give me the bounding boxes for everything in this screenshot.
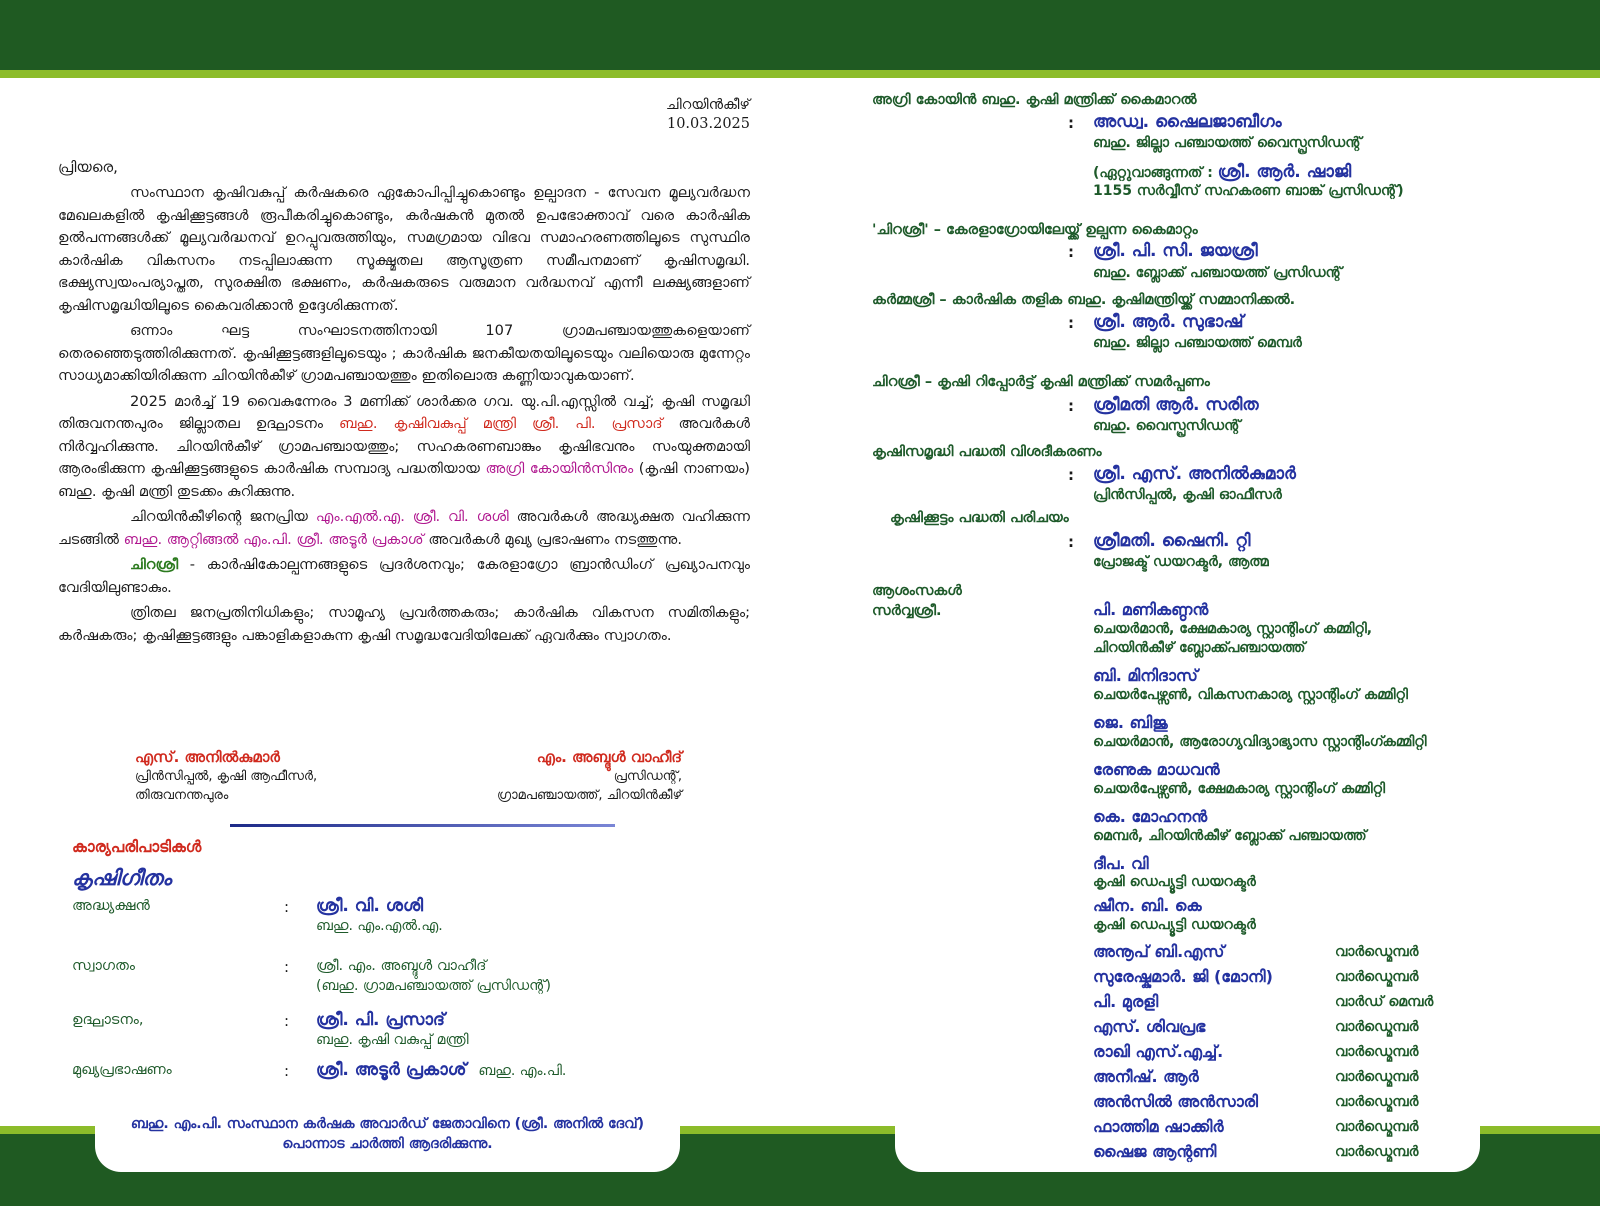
programme-person-desc: (ബഹു. ഗ്രാമപഞ്ചായത്ത് പ്രസിഡന്റ്) bbox=[316, 978, 551, 994]
programme-person: ശ്രീ. എം. അബ്ദുൾ വാഹീദ് bbox=[316, 958, 487, 974]
para4-mla: എം.എൽ.എ. ശ്രീ. വി. ശശി bbox=[315, 508, 509, 525]
programme-person: ശ്രീ. വി. ശശി bbox=[316, 896, 424, 916]
colon: : bbox=[1068, 314, 1074, 332]
greet-name: രേണുക മാധവൻ bbox=[1093, 760, 1220, 779]
agri-coin-person: അഡ്വ. ഷൈലജാബീഗം bbox=[1093, 112, 1282, 132]
para4-text-a: ചിറയിൻകീഴിന്റെ ജനപ്രിയ bbox=[130, 508, 316, 525]
ward-member-role: വാർഡ്മെമ്പർ bbox=[1335, 969, 1419, 985]
para3-minister: ബഹു. കൃഷിവകുപ്പ് മന്ത്രി ശ്രീ. പി. പ്രസാദ് bbox=[339, 415, 663, 432]
greet-desc: ചെയർമാൻ, ആരോഗ്യവിദ്യാഭ്യാസ സ്റ്റാന്റിംഗ്കമ്മിറ്റി bbox=[1093, 734, 1427, 750]
signature-right bbox=[460, 748, 682, 805]
section-scheme-title: കൃഷിസമൃദ്ധി പദ്ധതി വിശദീകരണം bbox=[872, 444, 1102, 460]
letter-paragraph-3 bbox=[58, 391, 750, 504]
programme-colon: : bbox=[284, 1062, 290, 1080]
greet-name: ബി. മിനിദാസ് bbox=[1093, 666, 1198, 685]
ward-member-role: വാർഡ്മെമ്പർ bbox=[1335, 1044, 1419, 1060]
award-note-line-1: ബഹു. എം.പി. സംസ്ഥാന കർഷക അവാർഡ് ജേതാവിനെ (ശ്രീ. അനിൽ ദേവ്) bbox=[130, 1116, 645, 1132]
ward-member-role: വാർഡ്മെമ്പർ bbox=[1335, 1094, 1419, 1110]
keynote-name: ശ്രീ. അടൂർ പ്രകാശ് bbox=[316, 1060, 467, 1080]
receiver-desc: 1155 സർവ്വീസ് സഹകരണ ബാങ്ക് പ്രസിഡന്റ്) bbox=[1093, 183, 1404, 199]
para3-text-b: അവർകൾ നിർവ്വഹിക്കുന്നു. ചിറയിൻകീഴ് ഗ്രാമപഞ്ചായത്തും; സഹകരണബാങ്കും കൃഷിഭവനും സംയുക്തമായി ആരംഭിക്കുന്ന കൃഷിക്കൂട്ടങ്ങളുടെ കാർഷിക സമ്പാദ്യ പദ്ധതിയായ bbox=[58, 415, 750, 477]
ward-member-role: വാർഡ്മെമ്പർ bbox=[1335, 1069, 1419, 1085]
section-divider bbox=[230, 824, 615, 827]
ward-member-name: എസ്. ശിവപ്രഭ bbox=[1093, 1017, 1206, 1036]
programme-song: കൃഷിഗീതം bbox=[72, 866, 172, 890]
letter-paragraph-1: സംസ്ഥാന കൃഷിവകുപ്പ് കർഷകരെ ഏകോപിപ്പിച്ചുകൊണ്ടും ഉല്പാദന - സേവന മൂല്യവർദ്ധന മേഖലകളിൽ കൃഷിക്കൂട്ടങ്ങൾ രൂപീകരിച്ചുകൊണ്ടും, കർഷകൻ മുതൽ ഉപഭോക്താവ് വരെ കാർഷിക ഉൽപന്നങ്ങൾക്ക് മൂല്യവർദ്ധനവ് ഉറപ്പുവരുത്തിയും, സമഗ്രമായ വിഭവ സമാഹരണത്തിലൂടെ സുസ്ഥിര കാർഷിക വികസനം നടപ്പിലാക്കുന്ന സൂക്ഷ്മതല ആസൂത്രണ സമീപനമാണ് കൃഷിസമൃദ്ധി. ഭക്ഷ്യസ്വയംപര്യാപ്തത, സുരക്ഷിത ഭക്ഷണം, കർഷകരുടെ വരുമാന വർദ്ധനവ് എന്നീ ലക്ഷ്യങ്ങളാണ് കൃഷിസമൃദ്ധിയിലൂടെ കൈവരിക്കാൻ ഉദ്ദേശിക്കുന്നത്. bbox=[58, 184, 750, 314]
ward-member-role: വാർഡ്മെമ്പർ bbox=[1335, 1019, 1419, 1035]
para5-text: - കാർഷികോല്പന്നങ്ങളുടെ പ്രദർശനവും; കേരളാഗ്രോ ബ്രാൻഡിംഗ് പ്രഖ്യാപനവും വേദിയിലുണ്ടാകും. bbox=[58, 556, 750, 596]
greet-desc-2: ചിറയിൻകീഴ് ബ്ലോക്ക്പഞ്ചായത്ത് bbox=[1093, 640, 1306, 656]
programme-heading: കാര്യപരിപാടികൾ bbox=[72, 838, 202, 856]
keynote-desc: ബഹു. എം.പി. bbox=[478, 1063, 567, 1079]
krishikoottam-person: ശ്രീമതി. ഷൈനി. റ്റി bbox=[1093, 531, 1251, 551]
scheme-desc: പ്രിൻസിപ്പൽ, കൃഷി ഓഫീസർ bbox=[1093, 487, 1282, 503]
programme-colon: : bbox=[284, 958, 290, 976]
signature-right-role: പ്രസിഡന്റ്, bbox=[613, 769, 682, 784]
colon: : bbox=[1068, 466, 1074, 484]
para4-text-c: അവർകൾ മുഖ്യ പ്രഭാഷണം നടത്തുന്നു. bbox=[423, 530, 683, 548]
programme-person: ശ്രീ. പി. പ്രസാദ് bbox=[316, 1010, 445, 1030]
chirasree-person: ശ്രീ. പി. സി. ജയശ്രീ bbox=[1093, 241, 1258, 261]
greet-desc: ചെയർപേഴ്സൺ, ക്ഷേമകാര്യ സ്റ്റാന്റിംഗ് കമ്മിറ്റി bbox=[1093, 781, 1386, 797]
colon: : bbox=[1068, 397, 1074, 415]
karmasree-desc: ബഹു. ജില്ലാ പഞ്ചായത്ത് മെമ്പർ bbox=[1093, 335, 1302, 351]
signature-left bbox=[135, 748, 317, 805]
para4-mp: ബഹു. ആറ്റിങ്ങൽ എം.പി. ശ്രീ. അടൂർ പ്രകാശ് bbox=[123, 530, 424, 548]
para3-agri-coins: അഗ്രി കോയിൻസിനും bbox=[485, 460, 634, 477]
programme-colon: : bbox=[284, 1012, 290, 1030]
greet-name: ദീപ. വി bbox=[1093, 854, 1149, 873]
salutation: പ്രിയരെ, bbox=[58, 158, 118, 176]
colon: : bbox=[1068, 533, 1074, 551]
section-krishikoottam-title: കൃഷിക്കൂട്ടം പദ്ധതി പരിചയം bbox=[890, 510, 1069, 526]
greet-desc: കൃഷി ഡെപ്യൂട്ടി ഡയറക്ടർ bbox=[1093, 874, 1256, 890]
top-accent-line bbox=[0, 70, 1600, 78]
signature-right-place: ഗ്രാമപഞ്ചായത്ത്, ചിറയിൻകീഴ് bbox=[496, 788, 682, 803]
letter-paragraph-4 bbox=[58, 506, 750, 551]
ward-member-name: പി. മുരളി bbox=[1093, 992, 1159, 1011]
agri-coin-receiver bbox=[1093, 162, 1351, 182]
greet-desc: ചെയർപേഴ്സൺ, വികസനകാര്യ സ്റ്റാന്റിംഗ് കമ്മിറ്റി bbox=[1093, 687, 1408, 703]
programme-role: സ്വാഗതം bbox=[72, 958, 135, 974]
greet-desc: കൃഷി ഡെപ്യൂട്ടി ഡയറക്ടർ bbox=[1093, 917, 1256, 933]
para5-chirasree: ചിറശ്രീ bbox=[130, 556, 179, 573]
programme-colon: : bbox=[284, 898, 290, 916]
greetings-title: ആശംസകൾ bbox=[872, 583, 962, 599]
receiver-prefix: (ഏറ്റുവാങ്ങുന്നത് : bbox=[1093, 165, 1218, 181]
signature-left-name: എസ്. അനിൽകുമാർ bbox=[135, 748, 280, 766]
section-chirasree-title: 'ചിറശ്രീ' – കേരളാഗ്രോയിലേയ്ക്ക് ഉല്പന്ന കൈമാറ്റം bbox=[872, 222, 1198, 238]
para3-text-a: 2025 മാർച്ച് 19 വൈകുന്നേരം 3 മണിക്ക് ശാർക്കര ഗവ. യു.പി.എസ്സിൽ വച്ച്; കൃഷി സമൃദ്ധി തിരുവനന്തപുരം ജില്ലാതല ഉദ്ഘാടനം bbox=[58, 392, 750, 432]
greet-desc: മെമ്പർ, ചിറയിൻകീഴ് ബ്ലോക്ക് പഞ്ചായത്ത് bbox=[1093, 828, 1367, 844]
scheme-person: ശ്രീ. എസ്. അനിൽകുമാർ bbox=[1093, 464, 1296, 484]
award-note bbox=[95, 1114, 680, 1154]
section-report-title: ചിറശ്രീ – കൃഷി റിപ്പോർട്ട് കൃഷി മന്ത്രിക്ക് സമർപ്പണം bbox=[872, 374, 1210, 390]
greetings-sub: സർവ്വശ്രീ. bbox=[872, 603, 942, 619]
ward-member-role: വാർഡ്മെമ്പർ bbox=[1335, 1144, 1419, 1160]
ward-member-name: രാഖി എസ്.എച്ച്. bbox=[1093, 1042, 1224, 1061]
ward-member-role: വാർഡ് മെമ്പർ bbox=[1335, 994, 1434, 1010]
para3-text-c: (കൃഷി നാണയം) ബഹു. കൃഷി മന്ത്രി തുടക്കം കുറിക്കുന്നു. bbox=[58, 460, 750, 500]
letter-paragraph-6: ത്രിതല ജനപ്രതിനിധികളും; സാമൂഹ്യ പ്രവർത്തകരും; കാർഷിക വികസന സമിതികളും; കർഷകരും; കൃഷിക്കൂട്ടങ്ങളും പങ്കാളികളാകുന്ന കൃഷി സമൃദ്ധവേദിയിലേക്ക് ഏവർക്കും സ്വാഗതം. bbox=[58, 604, 750, 644]
greet-desc: ചെയർമാൻ, ക്ഷേമകാര്യ സ്റ്റാന്റിംഗ് കമ്മിറ്റി, bbox=[1093, 621, 1373, 637]
award-note-line-2: പൊന്നാട ചാർത്തി ആദരിക്കുന്നു. bbox=[282, 1136, 493, 1152]
ward-member-name: ഫാത്തിമ ഷാക്കിർ bbox=[1093, 1117, 1224, 1136]
agri-coin-desc: ബഹു. ജില്ലാ പഞ്ചായത്ത് വൈസ്പ്രസിഡന്റ് bbox=[1093, 135, 1362, 151]
receiver-name: ശ്രീ. ആർ. ഷാജി bbox=[1217, 162, 1352, 182]
greet-name: ഷീന. ബി. കെ bbox=[1093, 896, 1202, 915]
section-agri-coin-title: അഗ്രി കോയിൻ ബഹു. കൃഷി മന്ത്രിക്ക് കൈമാറൽ bbox=[872, 92, 1197, 108]
letter-paragraph-2: ഒന്നാം ഘട്ട സംഘാടനത്തിനായി 107 ഗ്രാമപഞ്ചായത്തുകളെയാണ് തെരഞ്ഞെടുത്തിരിക്കുന്നത്. കൃഷിക്കൂട്ടങ്ങളിലൂടെയും ; കാർഷിക ജനകീയതയിലൂടെയും വലിയൊരു മുന്നേറ്റം സാധ്യമാക്കിയിരിക്കുന്ന ചിറയിൻകീഴ് ഗ്രാമപഞ്ചായത്തും ഇതിലൊരു കണ്ണിയാവുകയാണ്. bbox=[58, 322, 750, 384]
ward-member-role: വാർഡ്മെമ്പർ bbox=[1335, 944, 1419, 960]
letter-paragraph-5 bbox=[58, 554, 750, 599]
ward-member-role: വാർഡ്മെമ്പർ bbox=[1335, 1119, 1419, 1135]
letter-place: ചിറയിൻകീഴ് bbox=[665, 97, 750, 113]
letter-date: 10.03.2025 bbox=[666, 116, 750, 132]
programme-role: അദ്ധ്യക്ഷൻ bbox=[72, 898, 150, 914]
colon: : bbox=[1068, 114, 1074, 132]
ward-member-name: ഷൈജ ആന്റണി bbox=[1093, 1142, 1217, 1161]
ward-member-name: അനൂപ് ബി.എസ് bbox=[1093, 942, 1225, 961]
report-person: ശ്രീമതി ആർ. സരിത bbox=[1093, 395, 1259, 415]
colon: : bbox=[1068, 243, 1074, 261]
greet-name: പി. മണികണ്ഠൻ bbox=[1093, 600, 1209, 619]
signature-right-name: എം. അബ്ദുൾ വാഹീദ് bbox=[536, 748, 682, 766]
greet-name: കെ. മോഹനൻ bbox=[1093, 807, 1208, 826]
ward-member-name: അനീഷ്. ആർ bbox=[1093, 1067, 1199, 1086]
place-date bbox=[590, 96, 750, 134]
greet-name: ജെ. ബിജു bbox=[1093, 713, 1168, 732]
top-green-band bbox=[0, 0, 1600, 70]
letter-body bbox=[58, 182, 750, 650]
signature-left-role: പ്രിൻസിപ്പൽ, കൃഷി ആഫീസർ, bbox=[135, 769, 318, 784]
report-desc: ബഹു. വൈസ്പ്രസിഡന്റ് bbox=[1093, 418, 1241, 434]
ward-member-name: സുരേഷ്കുമാർ. ജി (മോനി) bbox=[1093, 967, 1273, 986]
section-karmasree-title: കർമ്മശ്രീ – കാർഷിക തളിക ബഹു. കൃഷിമന്ത്രിയ്ക്ക് സമ്മാനിക്കൽ. bbox=[872, 292, 1296, 308]
karmasree-person: ശ്രീ. ആർ. സുഭാഷ് bbox=[1093, 312, 1244, 332]
para4-text-b: അവർകൾ അദ്ധ്യക്ഷത വഹിക്കുന്ന ചടങ്ങിൽ bbox=[58, 508, 750, 548]
chirasree-desc: ബഹു. ബ്ലോക്ക് പഞ്ചായത്ത് പ്രസിഡന്റ് bbox=[1093, 265, 1342, 281]
ward-member-name: അൻസിൽ അൻസാരി bbox=[1093, 1092, 1258, 1111]
programme-person bbox=[316, 1060, 566, 1080]
signature-left-place: തിരുവനന്തപുരം bbox=[135, 788, 229, 803]
krishikoottam-desc: പ്രോജക്ട് ഡയറക്ടർ, ആത്മ bbox=[1093, 554, 1269, 570]
programme-role: ഉദ്ഘാടനം, bbox=[72, 1012, 144, 1028]
programme-person-desc: ബഹു. കൃഷി വകുപ്പ് മന്ത്രി bbox=[316, 1032, 469, 1048]
programme-role: മുഖ്യപ്രഭാഷണം bbox=[72, 1062, 172, 1078]
programme-person-desc: ബഹു. എം.എൽ.എ. bbox=[316, 918, 443, 934]
